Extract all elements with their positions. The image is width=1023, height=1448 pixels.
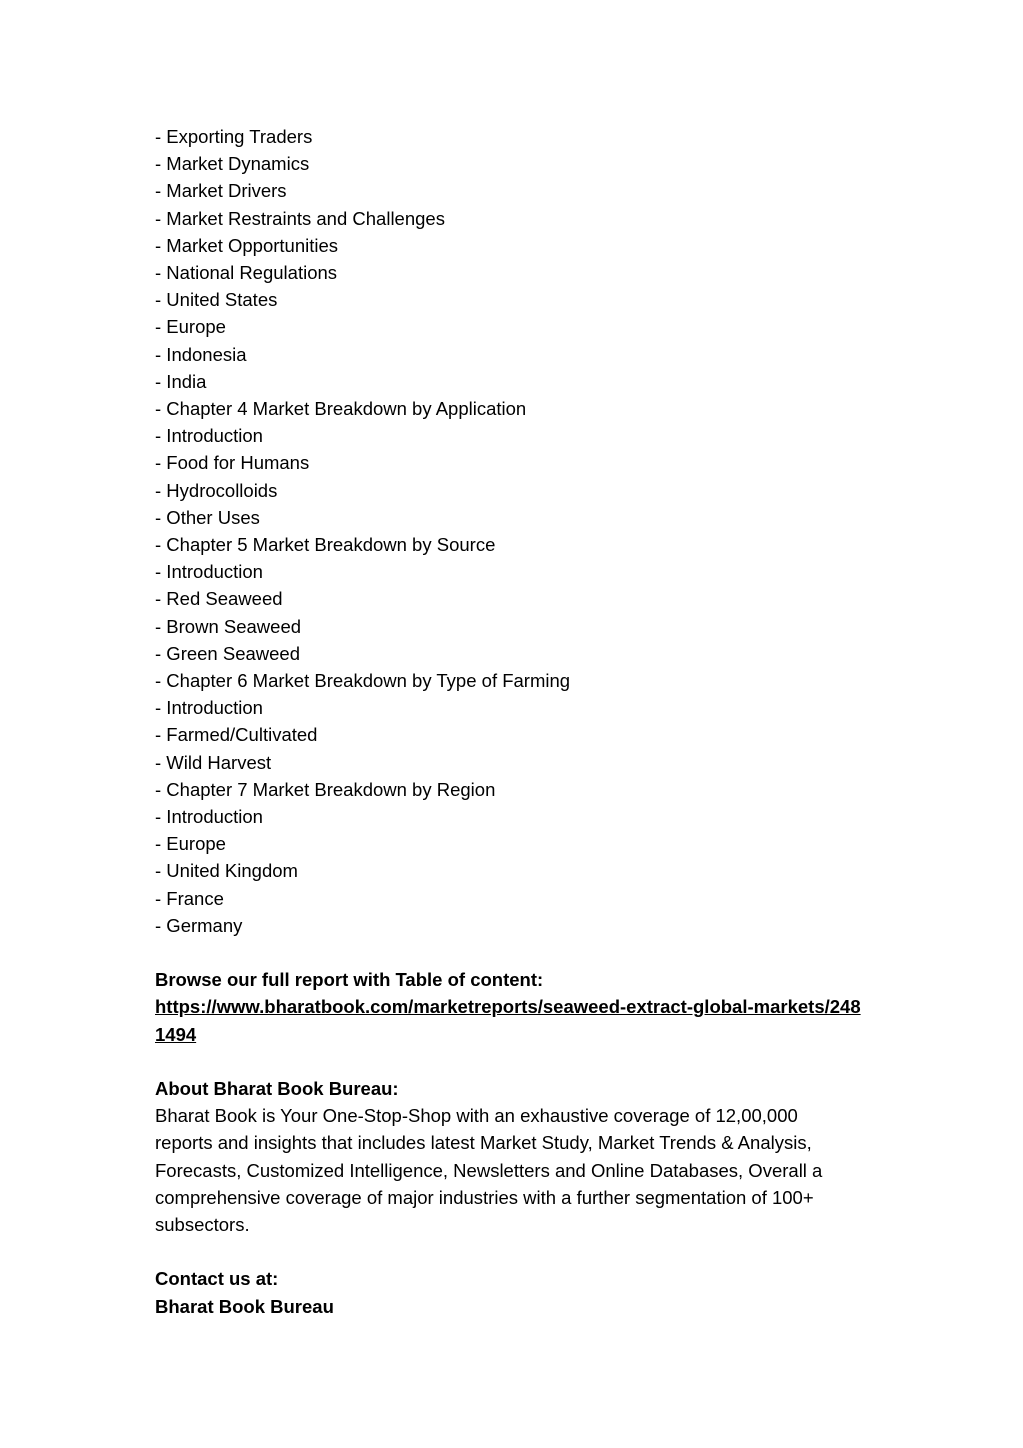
list-item: - Market Restraints and Challenges xyxy=(155,207,445,229)
list-item: - Food for Humans xyxy=(155,452,310,474)
list-item: - Farmed/Cultivated xyxy=(155,724,318,746)
list-item: - Market Drivers xyxy=(155,180,287,202)
list-item: - Market Dynamics xyxy=(155,153,310,175)
list-item: - Brown Seaweed xyxy=(155,615,302,637)
list-item: - Introduction xyxy=(155,697,263,719)
list-item: - Germany xyxy=(155,914,243,936)
toc-list xyxy=(155,123,875,939)
list-item: - Green Seaweed xyxy=(155,642,301,664)
list-item: - India xyxy=(155,370,207,392)
contact-heading: Contact us at: xyxy=(155,1268,279,1290)
list-item: - Market Opportunities xyxy=(155,234,339,256)
about-heading: About Bharat Book Bureau: xyxy=(155,1078,399,1100)
about-paragraph: Bharat Book is Your One-Stop-Shop with an exhaustive coverage of 12,00,000 reports and insights that includes latest Market Study, Market Trends & Analysis, Forecasts, Customized Intelligence, Newsletters and Online Databases, Overall a comprehensive coverage of major industries with a further segmentation of 100+ subsectors. xyxy=(155,1105,823,1236)
list-item: - Europe xyxy=(155,316,226,338)
list-item: - Introduction xyxy=(155,806,263,828)
list-item: - Red Seaweed xyxy=(155,588,283,610)
list-item: - Other Uses xyxy=(155,506,260,528)
list-item: - Hydrocolloids xyxy=(155,479,278,501)
spacer xyxy=(155,939,875,966)
spacer xyxy=(155,1048,875,1075)
list-item: - Chapter 5 Market Breakdown by Source xyxy=(155,534,496,556)
contact-company: Bharat Book Bureau xyxy=(155,1295,334,1317)
list-item: - France xyxy=(155,887,224,909)
report-link[interactable]: https://www.bharatbook.com/marketreports/seaweed-extract-global-markets/2481494 xyxy=(155,996,861,1045)
list-item: - Exporting Traders xyxy=(155,126,313,147)
list-item: - United Kingdom xyxy=(155,860,298,882)
list-item: - United States xyxy=(155,289,278,311)
list-item: - National Regulations xyxy=(155,262,338,284)
spacer xyxy=(155,1238,875,1265)
document-content xyxy=(155,123,875,1320)
list-item: - Wild Harvest xyxy=(155,751,272,773)
browse-heading: Browse our full report with Table of content: xyxy=(155,969,544,991)
list-item: - Introduction xyxy=(155,561,263,583)
list-item: - Chapter 6 Market Breakdown by Type of Farming xyxy=(155,670,571,692)
list-item: - Indonesia xyxy=(155,343,247,365)
list-item: - Chapter 4 Market Breakdown by Application xyxy=(155,398,527,420)
list-item: - Chapter 7 Market Breakdown by Region xyxy=(155,778,496,800)
list-item: - Introduction xyxy=(155,425,263,447)
list-item: - Europe xyxy=(155,833,226,855)
